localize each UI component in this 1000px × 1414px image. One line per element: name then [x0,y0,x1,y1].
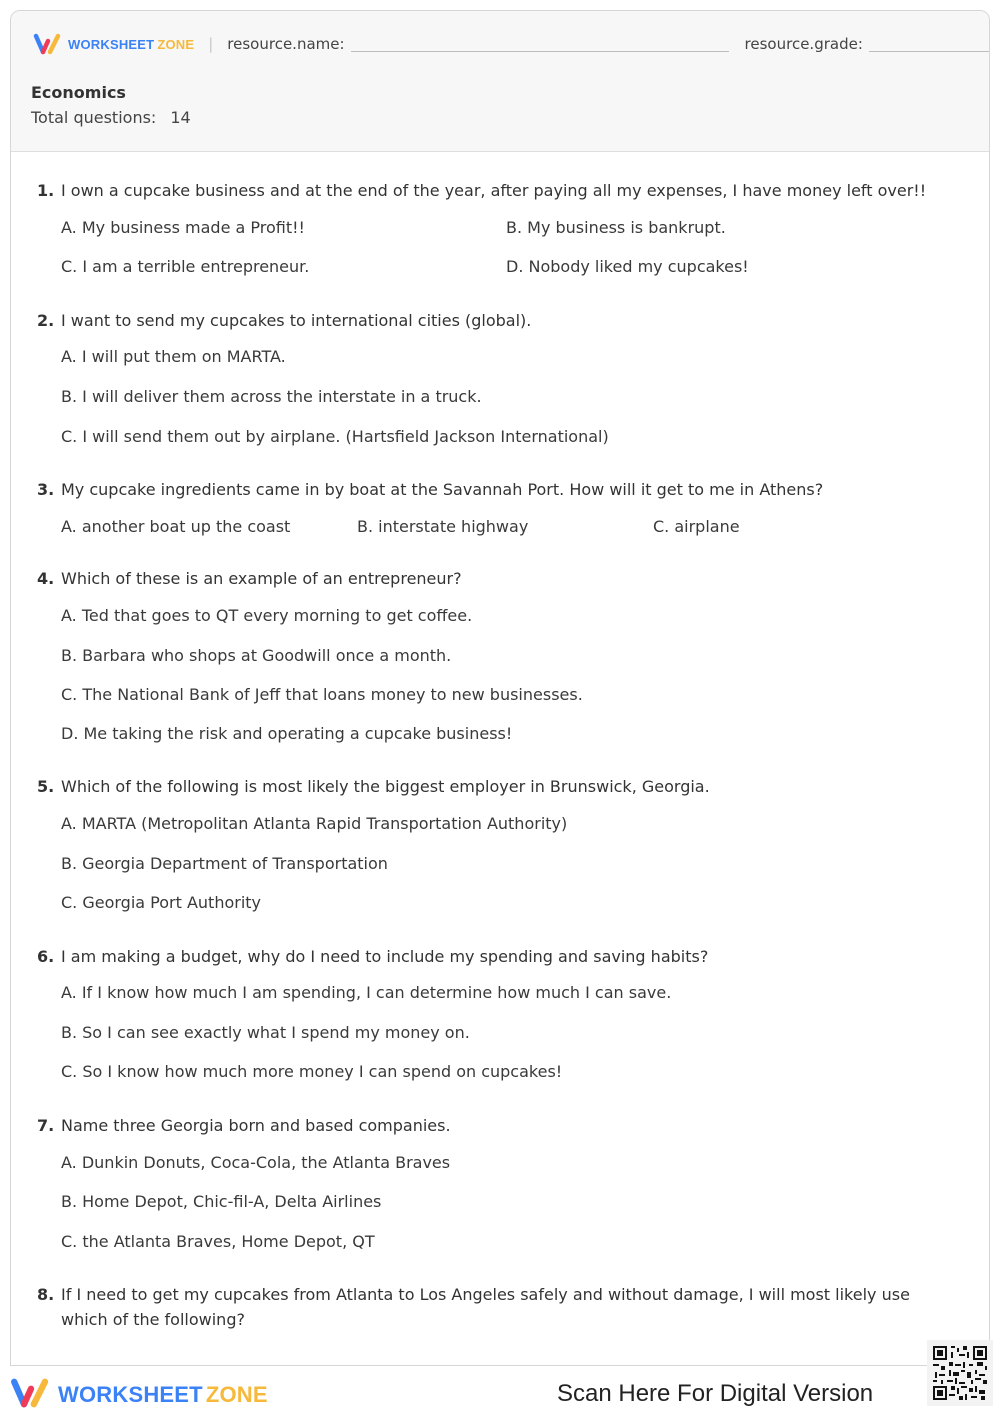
option-b[interactable]: B. Barbara who shops at Goodwill once a month. [61,646,452,665]
question-6 [37,944,937,1081]
question-number: 5. [37,777,55,796]
qr-code-icon[interactable] [927,1340,993,1406]
option-c[interactable]: C. Georgia Port Authority [61,893,262,912]
resource-name-field[interactable] [351,37,729,52]
total-questions-label: Total questions: [31,108,157,127]
worksheet-zone-logo-icon [33,33,63,55]
option-c[interactable]: C. The National Bank of Jeff that loans money to new businesses. [61,685,583,704]
option-b[interactable]: B. interstate highway [357,517,529,536]
question-number: 4. [37,569,55,588]
subject-title: Economics [31,83,126,102]
footer-brand-name: WORKSHEET ZONE [58,1382,268,1407]
option-c[interactable]: C. the Atlanta Braves, Home Depot, QT [61,1232,375,1251]
question-number: 6. [37,947,55,966]
total-questions [31,108,191,127]
worksheet-page [10,10,990,1366]
worksheet-header [11,11,989,152]
resource-grade-label: resource.grade: [744,35,863,53]
total-questions-value: 14 [170,108,191,127]
option-a[interactable]: A. My business made a Profit!! [61,218,305,237]
option-a[interactable]: A. Dunkin Donuts, Coca-Cola, the Atlanta Braves [61,1153,451,1172]
option-c[interactable]: C. So I know how much more money I can spend on cupcakes! [61,1062,563,1081]
question-number: 3. [37,480,55,499]
question-text: Which of the following is most likely the biggest employer in Brunswick, Georgia. [61,777,710,796]
question-text: I am making a budget, why do I need to include my spending and saving habits? [61,947,709,966]
option-b[interactable]: B. My business is bankrupt. [506,218,726,237]
question-text: I own a cupcake business and at the end of the year, after paying all my expenses, I have money left over!! [61,181,927,200]
option-c[interactable]: C. airplane [653,517,740,536]
option-b[interactable]: B. So I can see exactly what I spend my money on. [61,1023,470,1042]
option-b[interactable]: B. Home Depot, Chic-fil-A, Delta Airlines [61,1192,382,1211]
question-text: Name three Georgia born and based companies. [61,1116,451,1135]
question-number: 8. [37,1285,55,1304]
question-7 [37,1113,937,1251]
question-8 [37,1282,937,1332]
option-a[interactable]: A. I will put them on MARTA. [61,347,286,366]
option-b[interactable]: B. I will deliver them across the interstate in a truck. [61,387,482,406]
option-d[interactable]: D. Me taking the risk and operating a cupcake business! [61,724,513,743]
question-4 [37,566,937,743]
option-b[interactable]: B. Georgia Department of Transportation [61,854,388,873]
question-text: If I need to get my cupcakes from Atlanta to Los Angeles safely and without damage, I will most likely use which of the following? [61,1285,910,1329]
option-c[interactable]: C. I am a terrible entrepreneur. [61,257,310,276]
header-brand-row [33,33,990,55]
resource-name-label: resource.name: [227,35,345,53]
question-text: I want to send my cupcakes to international cities (global). [61,311,532,330]
option-a[interactable]: A. Ted that goes to QT every morning to get coffee. [61,606,473,625]
footer-logo [10,1377,268,1413]
question-2 [37,308,937,446]
question-3 [37,477,937,536]
question-number: 2. [37,311,55,330]
question-number: 7. [37,1116,55,1135]
option-a[interactable]: A. If I know how much I am spending, I can determine how much I can save. [61,983,672,1002]
question-text: Which of these is an example of an entrepreneur? [61,569,462,588]
divider: | [208,35,214,53]
scan-here-text: Scan Here For Digital Version [557,1380,874,1407]
question-text: My cupcake ingredients came in by boat at the Savannah Port. How will it get to me in Athens? [61,480,824,499]
question-1 [37,178,937,276]
question-number: 1. [37,181,55,200]
option-c[interactable]: C. I will send them out by airplane. (Hartsfield Jackson International) [61,427,609,446]
brand-name: WORKSHEET ZONE [68,36,195,52]
question-5 [37,774,937,912]
option-a[interactable]: A. another boat up the coast [61,517,291,536]
option-d[interactable]: D. Nobody liked my cupcakes! [506,257,749,276]
worksheet-zone-logo-icon [10,1377,52,1413]
resource-grade-field[interactable] [869,37,990,52]
option-a[interactable]: A. MARTA (Metropolitan Atlanta Rapid Transportation Authority) [61,814,568,833]
